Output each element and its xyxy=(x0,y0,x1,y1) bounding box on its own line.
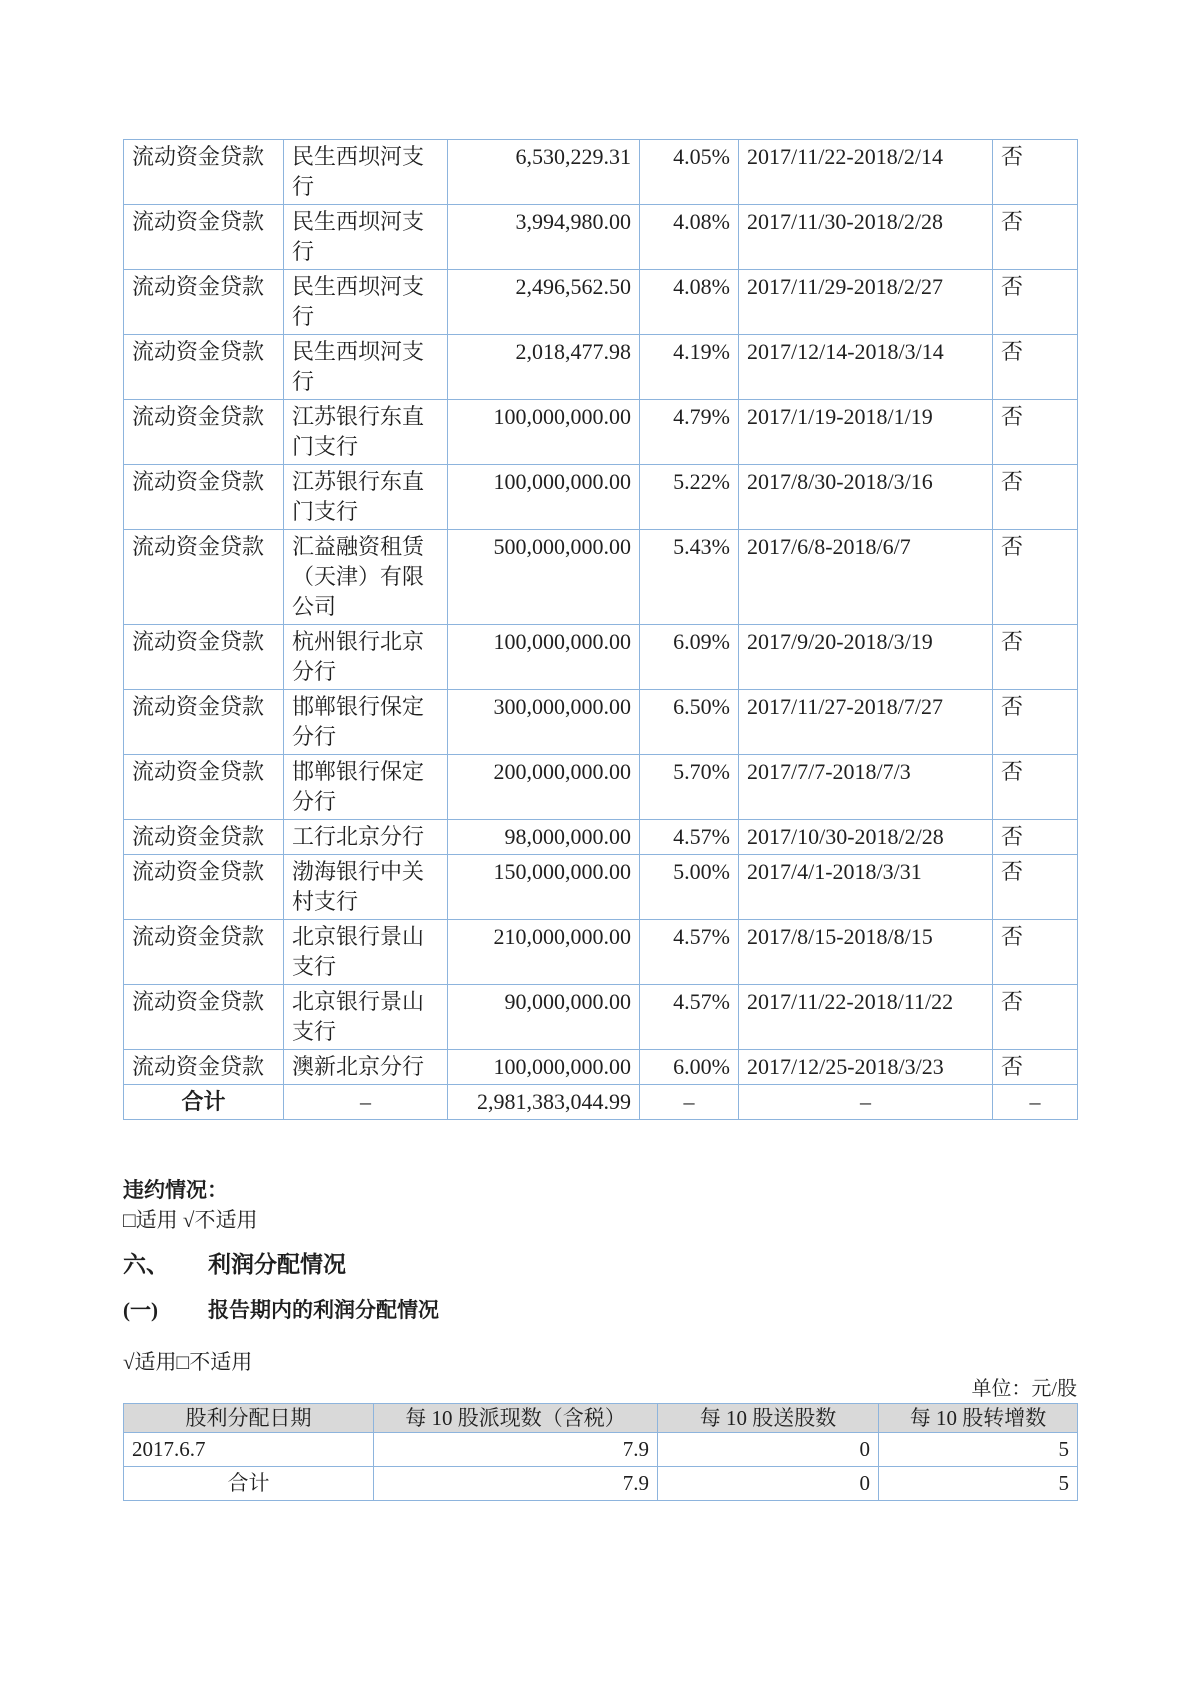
cell-loan-type: 流动资金贷款 xyxy=(124,690,284,755)
cell-loan-period: 2017/4/1-2018/3/31 xyxy=(739,855,993,920)
cell-lender: 民生西坝河支 行 xyxy=(284,270,448,335)
cell-interest-rate: 4.79% xyxy=(640,400,739,465)
cell-loan-type: 流动资金贷款 xyxy=(124,985,284,1050)
cell-amount: 90,000,000.00 xyxy=(448,985,640,1050)
loan-total-rate: – xyxy=(640,1085,739,1120)
cell-loan-type: 流动资金贷款 xyxy=(124,855,284,920)
cell-amount: 100,000,000.00 xyxy=(448,625,640,690)
loan-table-row xyxy=(124,465,1078,530)
cell-interest-rate: 4.08% xyxy=(640,205,739,270)
cell-lender: 邯郸银行保定 分行 xyxy=(284,690,448,755)
loan-table-row xyxy=(124,335,1078,400)
loan-total-lender: – xyxy=(284,1085,448,1120)
col-header-cash-per-10: 每 10 股派现数（含税） xyxy=(374,1404,658,1433)
cell-loan-type: 流动资金贷款 xyxy=(124,625,284,690)
cell-lender: 工行北京分行 xyxy=(284,820,448,855)
cell-overdue-flag: 否 xyxy=(993,920,1078,985)
cell-interest-rate: 6.00% xyxy=(640,1050,739,1085)
cell-lender: 民生西坝河支 行 xyxy=(284,140,448,205)
cell-lender: 江苏银行东直 门支行 xyxy=(284,400,448,465)
loan-table-row xyxy=(124,270,1078,335)
cell-lender: 澳新北京分行 xyxy=(284,1050,448,1085)
cell-interest-rate: 5.00% xyxy=(640,855,739,920)
cell-loan-type: 流动资金贷款 xyxy=(124,755,284,820)
cell-lender: 江苏银行东直 门支行 xyxy=(284,465,448,530)
cell-loan-type: 流动资金贷款 xyxy=(124,920,284,985)
cell-lender: 民生西坝河支 行 xyxy=(284,335,448,400)
cell-loan-period: 2017/8/30-2018/3/16 xyxy=(739,465,993,530)
dividend-table-section xyxy=(123,1403,1078,1501)
cell-amount: 300,000,000.00 xyxy=(448,690,640,755)
cell-loan-period: 2017/10/30-2018/2/28 xyxy=(739,820,993,855)
loan-total-row xyxy=(124,1085,1078,1120)
col-header-bonus-per-10: 每 10 股送股数 xyxy=(658,1404,879,1433)
cell-overdue-flag: 否 xyxy=(993,1050,1078,1085)
subsection-title: 报告期内的利润分配情况 xyxy=(208,1298,439,1322)
loan-total-label: 合计 xyxy=(124,1085,284,1120)
cell-loan-type: 流动资金贷款 xyxy=(124,400,284,465)
cell-amount: 2,018,477.98 xyxy=(448,335,640,400)
loan-table-row xyxy=(124,855,1078,920)
loan-table-row xyxy=(124,1050,1078,1085)
cell-amount: 200,000,000.00 xyxy=(448,755,640,820)
cell-overdue-flag: 否 xyxy=(993,985,1078,1050)
cell-lender: 北京银行景山 支行 xyxy=(284,920,448,985)
loan-table-row xyxy=(124,985,1078,1050)
loan-table-row xyxy=(124,625,1078,690)
cell-interest-rate: 4.08% xyxy=(640,270,739,335)
cell-overdue-flag: 否 xyxy=(993,855,1078,920)
col-header-transfer-per-10: 每 10 股转增数 xyxy=(879,1404,1078,1433)
cell-loan-type: 流动资金贷款 xyxy=(124,270,284,335)
cell-lender: 汇益融资租赁 （天津）有限 公司 xyxy=(284,530,448,625)
cell-overdue-flag: 否 xyxy=(993,400,1078,465)
cell-total-cash: 7.9 xyxy=(374,1467,658,1501)
loan-table-row xyxy=(124,530,1078,625)
loan-table-row xyxy=(124,690,1078,755)
cell-interest-rate: 4.19% xyxy=(640,335,739,400)
loan-table-row xyxy=(124,920,1078,985)
cell-interest-rate: 4.05% xyxy=(640,140,739,205)
cell-loan-period: 2017/12/25-2018/3/23 xyxy=(739,1050,993,1085)
cell-interest-rate: 5.22% xyxy=(640,465,739,530)
loan-total-period: – xyxy=(739,1085,993,1120)
cell-loan-period: 2017/11/29-2018/2/27 xyxy=(739,270,993,335)
cell-interest-rate: 4.57% xyxy=(640,985,739,1050)
loan-table-row xyxy=(124,205,1078,270)
cell-loan-type: 流动资金贷款 xyxy=(124,205,284,270)
dividend-data-row xyxy=(124,1433,1078,1467)
loan-table-row xyxy=(124,755,1078,820)
cell-interest-rate: 4.57% xyxy=(640,820,739,855)
cell-amount: 100,000,000.00 xyxy=(448,400,640,465)
cell-amount: 3,994,980.00 xyxy=(448,205,640,270)
section-number: 六、 xyxy=(123,1252,169,1277)
cell-loan-period: 2017/7/7-2018/7/3 xyxy=(739,755,993,820)
cell-overdue-flag: 否 xyxy=(993,270,1078,335)
loan-table-row xyxy=(124,820,1078,855)
cell-interest-rate: 5.43% xyxy=(640,530,739,625)
cell-interest-rate: 6.09% xyxy=(640,625,739,690)
cell-amount: 100,000,000.00 xyxy=(448,465,640,530)
unit-label: 单位：元/股 xyxy=(971,1378,1077,1400)
cell-lender: 杭州银行北京 分行 xyxy=(284,625,448,690)
dividend-total-row xyxy=(124,1467,1078,1501)
cell-amount: 210,000,000.00 xyxy=(448,920,640,985)
cell-loan-period: 2017/11/27-2018/7/27 xyxy=(739,690,993,755)
cell-bonus-value: 0 xyxy=(658,1433,879,1467)
col-header-dividend-date: 股利分配日期 xyxy=(124,1404,374,1433)
dividend-header-row xyxy=(124,1404,1078,1433)
breach-applicability-line: □适用 √不适用 xyxy=(123,1208,258,1232)
cell-amount: 100,000,000.00 xyxy=(448,1050,640,1085)
cell-interest-rate: 4.57% xyxy=(640,920,739,985)
cell-lender: 北京银行景山 支行 xyxy=(284,985,448,1050)
cell-loan-period: 2017/1/19-2018/1/19 xyxy=(739,400,993,465)
cell-amount: 98,000,000.00 xyxy=(448,820,640,855)
cell-dividend-date: 2017.6.7 xyxy=(124,1433,374,1467)
cell-amount: 6,530,229.31 xyxy=(448,140,640,205)
cell-overdue-flag: 否 xyxy=(993,820,1078,855)
cell-amount: 2,496,562.50 xyxy=(448,270,640,335)
cell-loan-type: 流动资金贷款 xyxy=(124,140,284,205)
cell-total-transfer: 5 xyxy=(879,1467,1078,1501)
cell-loan-period: 2017/11/30-2018/2/28 xyxy=(739,205,993,270)
cell-loan-type: 流动资金贷款 xyxy=(124,820,284,855)
loan-table-section xyxy=(123,139,1078,1120)
cell-overdue-flag: 否 xyxy=(993,755,1078,820)
cell-overdue-flag: 否 xyxy=(993,335,1078,400)
cell-amount: 500,000,000.00 xyxy=(448,530,640,625)
cell-loan-period: 2017/12/14-2018/3/14 xyxy=(739,335,993,400)
dividend-table xyxy=(123,1403,1078,1501)
loan-total-amount: 2,981,383,044.99 xyxy=(448,1085,640,1120)
cell-overdue-flag: 否 xyxy=(993,205,1078,270)
cell-overdue-flag: 否 xyxy=(993,465,1078,530)
cell-loan-type: 流动资金贷款 xyxy=(124,335,284,400)
cell-interest-rate: 6.50% xyxy=(640,690,739,755)
cell-overdue-flag: 否 xyxy=(993,140,1078,205)
breach-section-title: 违约情况： xyxy=(123,1178,228,1202)
cell-lender: 渤海银行中关 村支行 xyxy=(284,855,448,920)
cell-overdue-flag: 否 xyxy=(993,530,1078,625)
cell-dividend-total-label: 合计 xyxy=(124,1467,374,1501)
subsection-number: (一) xyxy=(123,1298,158,1322)
cell-total-bonus: 0 xyxy=(658,1467,879,1501)
cell-loan-type: 流动资金贷款 xyxy=(124,530,284,625)
cell-loan-period: 2017/6/8-2018/6/7 xyxy=(739,530,993,625)
cell-overdue-flag: 否 xyxy=(993,690,1078,755)
cell-loan-period: 2017/11/22-2018/11/22 xyxy=(739,985,993,1050)
loan-table-body xyxy=(124,140,1078,1085)
cell-cash-value: 7.9 xyxy=(374,1433,658,1467)
cell-interest-rate: 5.70% xyxy=(640,755,739,820)
profit-applicability-line: √适用□不适用 xyxy=(123,1350,253,1374)
loan-table-row xyxy=(124,400,1078,465)
section-heading-profit-distribution xyxy=(123,1246,1077,1279)
cell-lender: 民生西坝河支 行 xyxy=(284,205,448,270)
cell-overdue-flag: 否 xyxy=(993,625,1078,690)
cell-loan-period: 2017/11/22-2018/2/14 xyxy=(739,140,993,205)
cell-loan-period: 2017/9/20-2018/3/19 xyxy=(739,625,993,690)
cell-amount: 150,000,000.00 xyxy=(448,855,640,920)
cell-transfer-value: 5 xyxy=(879,1433,1078,1467)
loan-total-overdue: – xyxy=(993,1085,1078,1120)
cell-lender: 邯郸银行保定 分行 xyxy=(284,755,448,820)
loan-table xyxy=(123,139,1078,1120)
subsection-heading-report-period xyxy=(123,1294,1077,1324)
section-title: 利润分配情况 xyxy=(208,1252,346,1277)
cell-loan-period: 2017/8/15-2018/8/15 xyxy=(739,920,993,985)
cell-loan-type: 流动资金贷款 xyxy=(124,1050,284,1085)
cell-loan-type: 流动资金贷款 xyxy=(124,465,284,530)
loan-table-row xyxy=(124,140,1078,205)
